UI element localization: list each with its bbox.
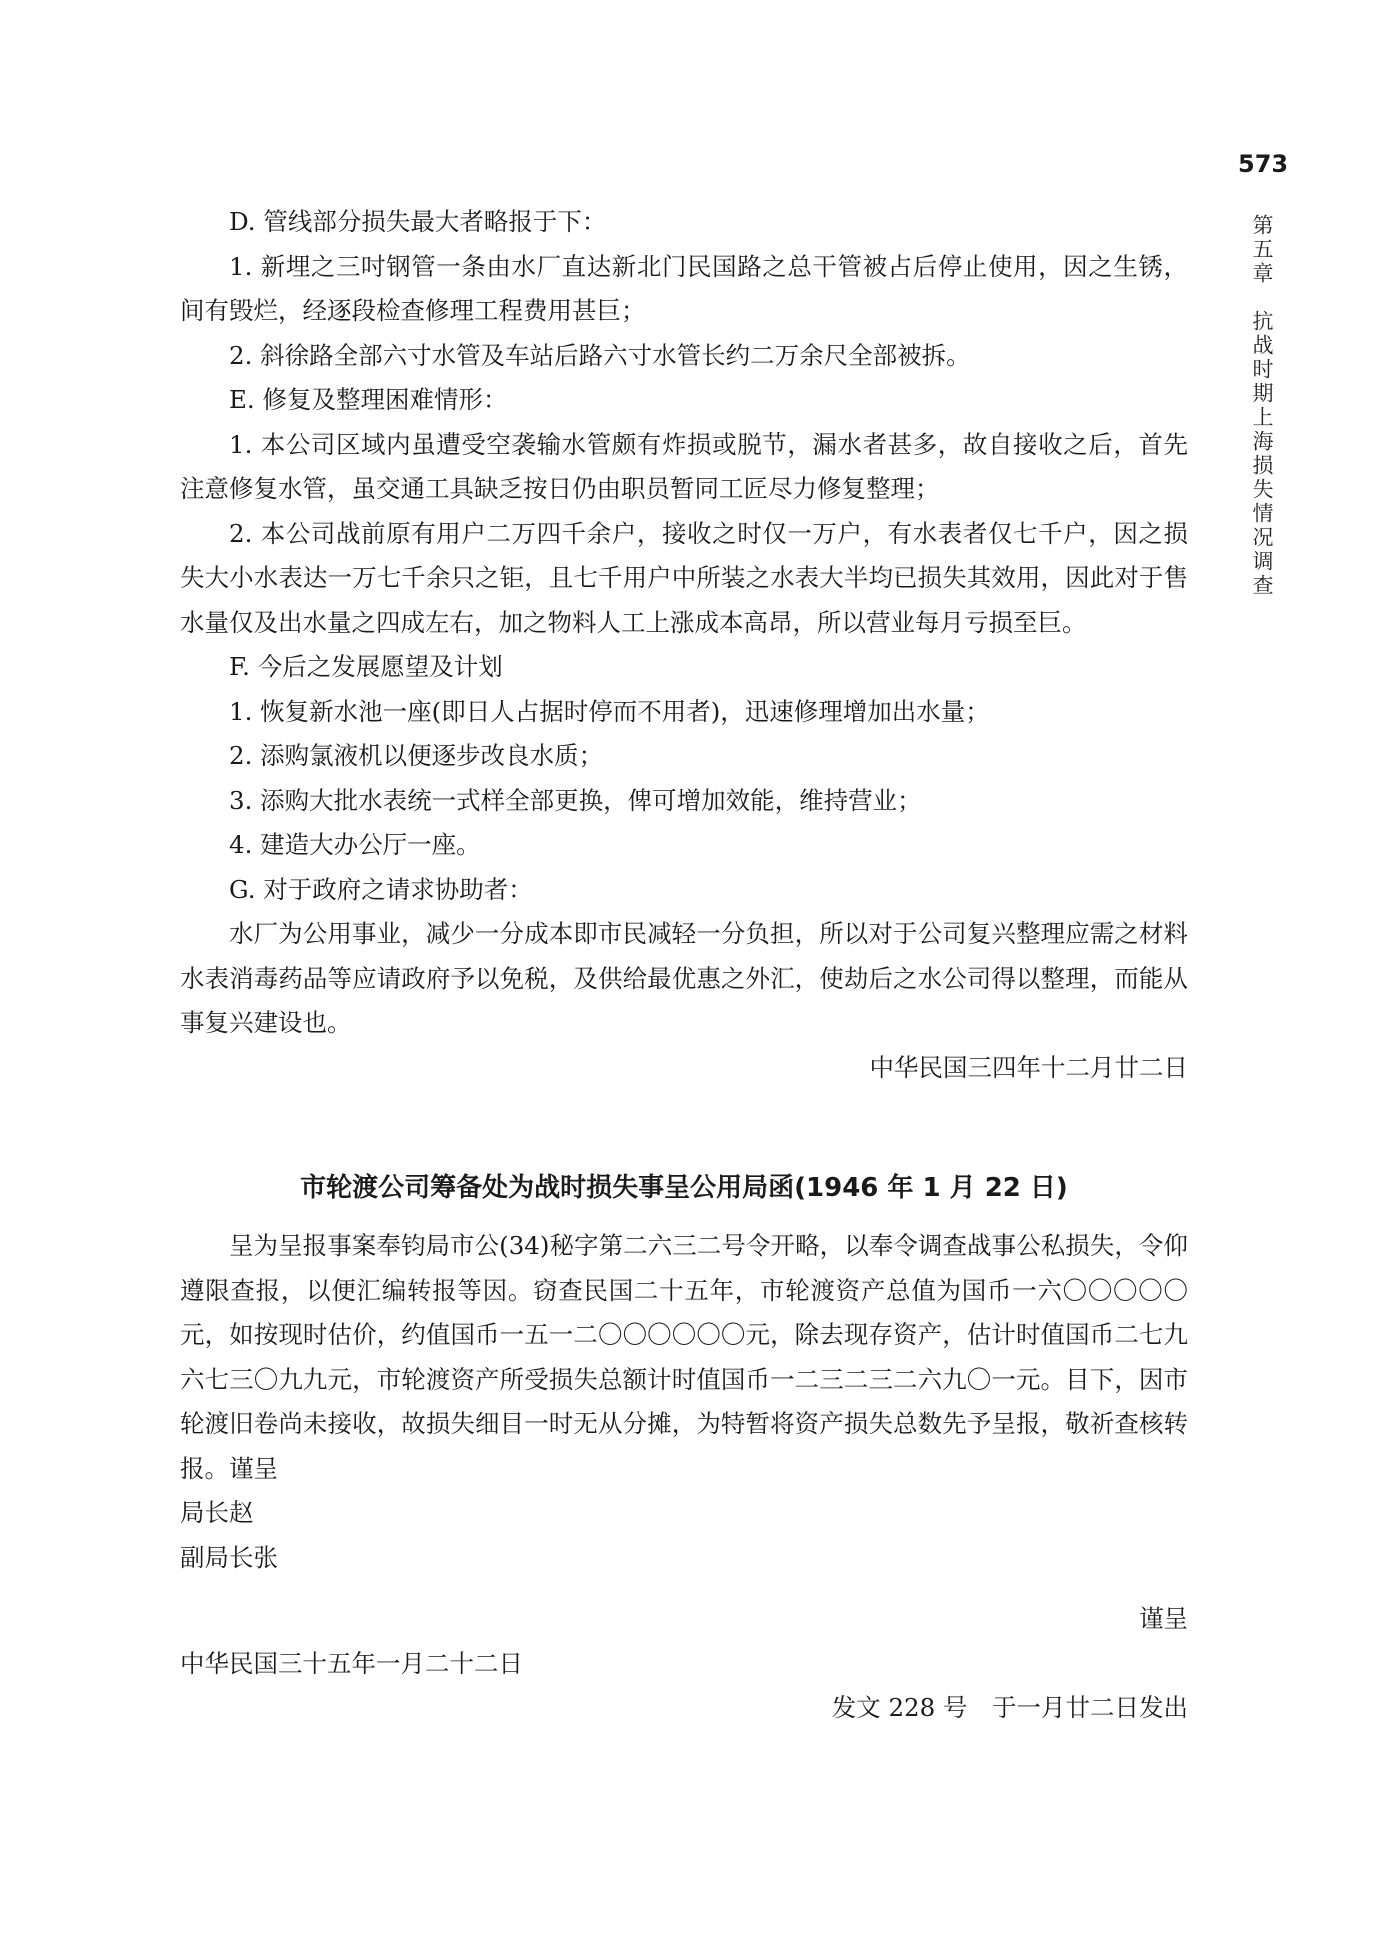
letter-body: 呈为呈报事案奉钧局市公(34)秘字第二六三二号令开略，以奉令调查战事公私损失，令仰遵限查报，以便汇编转报等因。窃查民国二十五年，市轮渡资产总值为国币一六〇〇〇〇〇元，如按现时估价，约值国币一五一二〇〇〇〇〇〇元，除去现存资产，估计时值国币二七九六七三〇九九元，市轮渡资产所受损失总额计时值国币一二三二三二六九〇一元。目下，因市轮渡旧卷尚未接收，故损失细目一时无从分摊，为特暂将资产损失总数先予呈报，敬祈查核转报。谨呈 — [180, 1231, 1188, 1483]
letter-block — [180, 1224, 1188, 1731]
recipient-line: 局长赵 — [180, 1498, 254, 1527]
paragraph: E. 修复及整理困难情形： — [229, 385, 508, 414]
section-title: 市轮渡公司筹备处为战时损失事呈公用局函(1946 年 1 月 22 日) — [300, 1173, 1068, 1203]
paragraph: 2. 添购氯液机以便逐步改良水质； — [229, 741, 604, 770]
chapter-side-label: 第五章 抗战时期上海损失情况调查 — [1250, 214, 1274, 598]
top-text-block — [180, 200, 1188, 1090]
dispatch-note: 发文 228 号 于一月廿二日发出 — [831, 1693, 1188, 1722]
paragraph: 1. 本公司区域内虽遭受空袭输水管颇有炸损或脱节，漏水者甚多，故自接收之后，首先注意修复水管，虽交通工具缺乏按日仍由职员暂同工匠尽力修复整理； — [180, 429, 1188, 503]
date-line: 中华民国三四年十二月廿二日 — [869, 1052, 1188, 1082]
paragraph: G. 对于政府之请求协助者： — [229, 874, 533, 904]
paragraph: 4. 建造大办公厅一座。 — [229, 830, 481, 859]
recipient-line: 副局长张 — [180, 1542, 278, 1572]
paragraph: 2. 本公司战前原有用户二万四千余户，接收之时仅一万户，有水表者仅七千户，因之损失大小水表达一万七千余只之钜，且七千用户中所装之水表大半均已损失其效用，因此对于售水量仅及出水量之四成左右，加之物料人工上涨成本高昂，所以营业每月亏损至巨。 — [180, 518, 1188, 637]
paragraph: F. 今后之发展愿望及计划 — [229, 652, 503, 681]
letter-date: 中华民国三十五年一月二十二日 — [180, 1648, 523, 1678]
paragraph: D. 管线部分损失最大者略报于下： — [229, 207, 607, 236]
paragraph: 水厂为公用事业，减少一分成本即市民减轻一分负担，所以对于公司复兴整理应需之材料水表消毒药品等应请政府予以免税，及供给最优惠之外汇，使劫后之水公司得以整理，而能从事复兴建设也。 — [180, 919, 1188, 1037]
paragraph: 2. 斜徐路全部六寸水管及车站后路六寸水管长约二万余尺全部被拆。 — [229, 340, 971, 370]
page-number: 573 — [1238, 150, 1289, 178]
paragraph: 1. 恢复新水池一座(即日人占据时停而不用者)，迅速修理增加出水量； — [229, 696, 990, 726]
closing-line: 谨呈 — [1139, 1604, 1188, 1633]
paragraph: 1. 新埋之三吋钢管一条由水厂直达新北门民国路之总干管被占后停止使用，因之生锈，间有毁烂，经逐段检查修理工程费用甚巨； — [180, 251, 1188, 325]
paragraph: 3. 添购大批水表统一式样全部更换，俾可增加效能，维持营业； — [229, 785, 922, 815]
